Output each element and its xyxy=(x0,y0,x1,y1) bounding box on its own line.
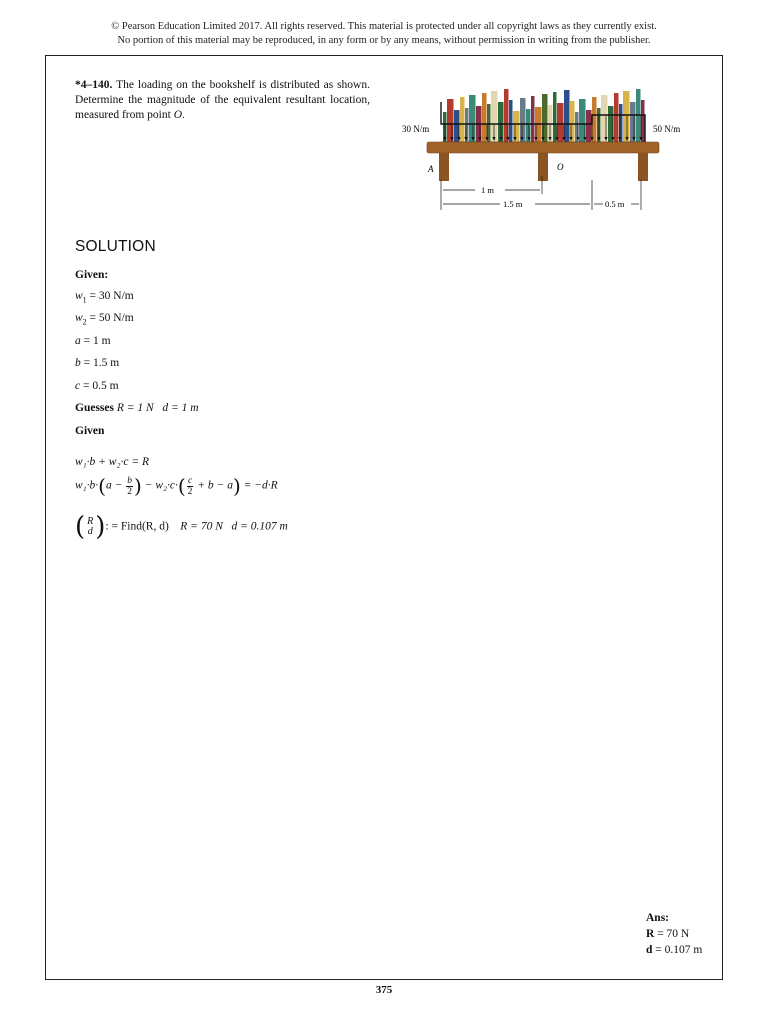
book xyxy=(487,104,491,142)
book xyxy=(641,100,645,142)
unknown-vector: R d xyxy=(87,516,94,537)
given-2-label: Given xyxy=(75,425,105,437)
bracket-left xyxy=(439,153,449,181)
given-b: b = 1.5 m xyxy=(75,357,120,369)
book xyxy=(531,96,535,142)
book xyxy=(460,97,465,142)
copyright-line-1: © Pearson Education Limited 2017. All rights reserved. This material is protected under all copyright laws as they currently exist. xyxy=(111,21,657,32)
problem-number: *4–140. xyxy=(75,79,113,91)
problem-text-1: The loading on the bookshelf is distributed as shown. Determine the magnitude of the equivalent resultant location, measured from point xyxy=(75,79,370,121)
equation-2: w₁·b·(a − $\frac{b}{2}$ ) − w₂·c·( $\frac{c}{2}$ + b − a) = −d·R xyxy=(75,474,278,498)
book xyxy=(579,99,586,142)
book xyxy=(564,90,570,142)
bracket-right xyxy=(638,153,648,181)
fraction-b-over-2: $\frac{b}{2}$ xyxy=(127,475,132,497)
equation-1: w₁·b + w₂·c = R xyxy=(75,456,149,468)
shelf-board xyxy=(427,142,659,153)
given-w1: $w_1 = 30$ N/m xyxy=(75,290,134,305)
book xyxy=(482,93,487,142)
point-o-label: O xyxy=(557,162,564,172)
bookshelf-figure xyxy=(395,80,695,215)
problem-point: O xyxy=(173,109,182,121)
problem-text-2: . xyxy=(182,109,185,121)
book xyxy=(520,98,526,142)
answer-r: R = 70 N xyxy=(646,928,690,940)
given-label: Given: xyxy=(75,269,109,281)
fraction-c-over-2: $\frac{c}{2}$ xyxy=(187,475,193,497)
book xyxy=(469,95,476,142)
dim-1m: 1 m xyxy=(481,185,494,195)
answer-d: d = 0.107 m xyxy=(646,944,703,956)
point-a-label: A xyxy=(428,164,434,174)
book xyxy=(557,103,564,142)
problem-statement xyxy=(75,78,370,123)
copyright-notice xyxy=(0,20,768,48)
book xyxy=(447,99,454,142)
answer-label: Ans: xyxy=(646,912,670,924)
given-a: a = 1 m xyxy=(75,335,111,347)
solution-title: SOLUTION xyxy=(75,238,156,255)
book xyxy=(630,102,636,142)
find-line: ( R d ): = Find(R, d) R = 70 N d = 0.107 m xyxy=(75,512,288,542)
guesses-line: Guesses R = 1 N d = 1 m xyxy=(75,402,199,414)
dim-0-5m: 0.5 m xyxy=(605,199,625,209)
book xyxy=(619,104,623,142)
book xyxy=(601,95,608,142)
bracket-middle xyxy=(538,153,548,181)
book xyxy=(465,108,469,142)
load-right-label: 50 N/m xyxy=(653,124,681,134)
book xyxy=(509,100,513,142)
given-w2: $w_2 = 50$ N/m xyxy=(75,312,134,327)
answer-block xyxy=(646,910,702,958)
book xyxy=(623,91,630,142)
book xyxy=(614,93,619,142)
book xyxy=(553,92,557,142)
dim-1-5m: 1.5 m xyxy=(503,199,523,209)
given-c: c = 0.5 m xyxy=(75,380,119,392)
load-left-label: 30 N/m xyxy=(402,124,430,134)
page-number: 375 xyxy=(375,984,393,996)
copyright-line-2: No portion of this material may be reproduced, in any form or by any means, without permission in writing from the publisher. xyxy=(117,35,651,46)
